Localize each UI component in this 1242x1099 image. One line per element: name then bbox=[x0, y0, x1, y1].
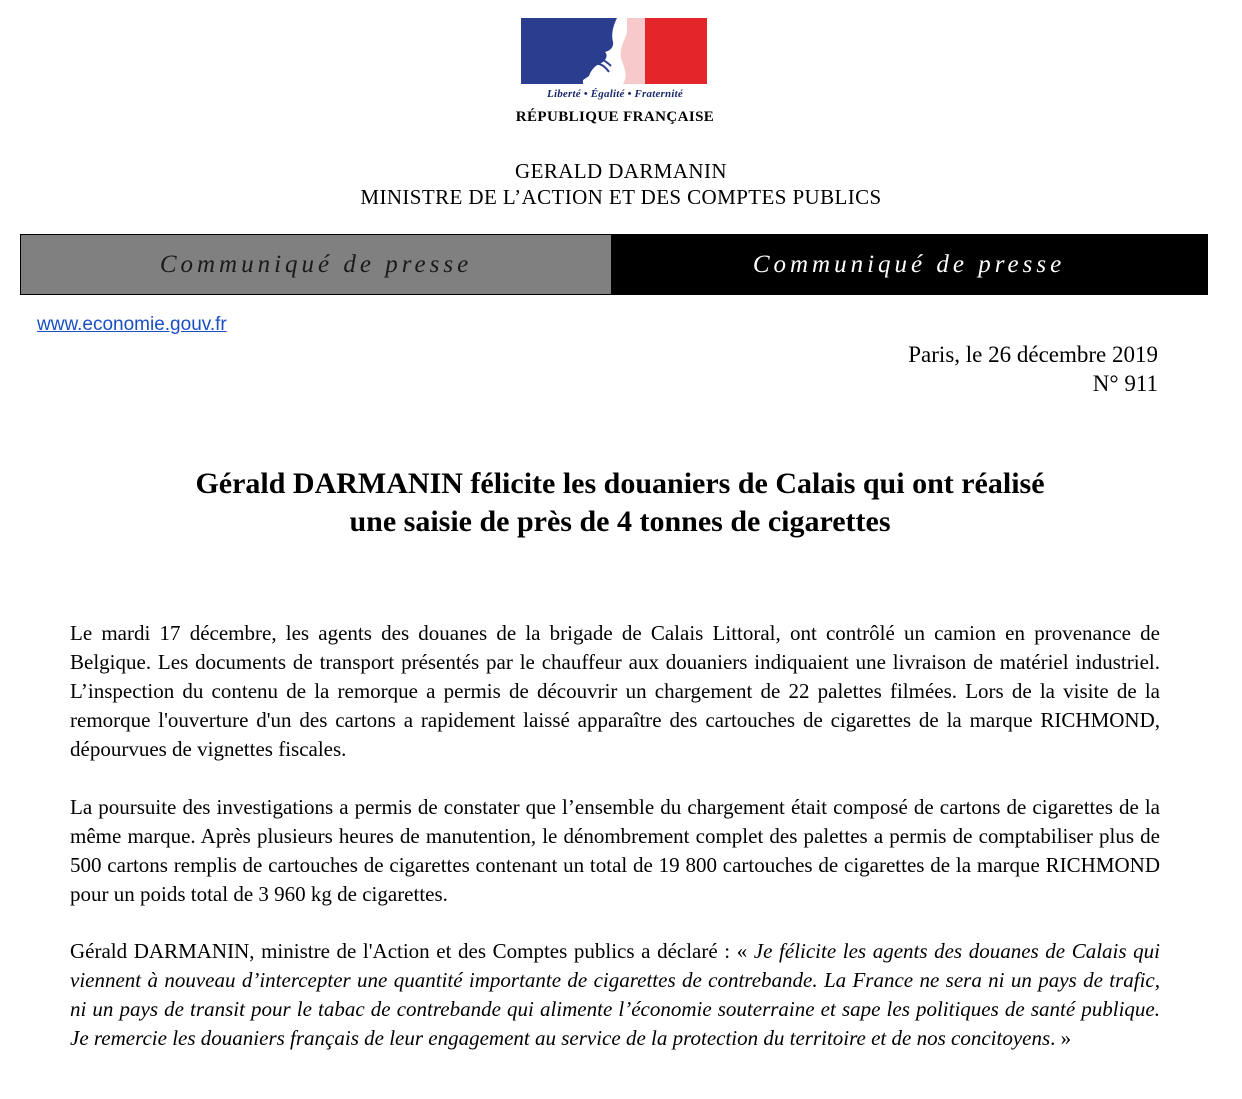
minister-title: MINISTRE DE L’ACTION ET DES COMPTES PUBLICS bbox=[360, 185, 882, 209]
body-paragraph-1: Le mardi 17 décembre, les agents des douanes de la brigade de Calais Littoral, ont contrôlé un camion en provenance de Belgique. Les documents de transport présentés par le chauffeur aux douaniers indiquaient une livraison de matériel industriel. L’inspection du contenu de la remorque a permis de découvrir un chargement de 22 palettes filmées. Lors de la visite de la remorque l'ouverture d'un des cartons a rapidement laissé apparaître des cartouches de cigarettes de la marque RICHMOND, dépourvues de vignettes fiscales. bbox=[70, 621, 1160, 761]
headline-line-1: Gérald DARMANIN félicite les douaniers de Calais qui ont réalisé bbox=[195, 467, 1045, 500]
logo-republique-francaise: RÉPUBLIQUE FRANÇAISE bbox=[515, 109, 715, 125]
headline-line-2: une saisie de près de 4 tonnes de cigarettes bbox=[349, 505, 891, 538]
statement-intro: Gérald DARMANIN, ministre de l'Action et des Comptes publics a déclaré : « bbox=[70, 939, 754, 963]
minister-name: GERALD DARMANIN bbox=[515, 159, 727, 183]
banner-right-label: Communiqué de presse bbox=[611, 235, 1207, 294]
body-paragraph-3 bbox=[70, 937, 1160, 1053]
marianne-profile-icon bbox=[583, 18, 645, 84]
quote-close: . » bbox=[1050, 1026, 1072, 1050]
communique-banner bbox=[20, 234, 1208, 295]
press-release-date: Paris, le 26 décembre 2019 bbox=[908, 342, 1158, 367]
body-paragraph-2: La poursuite des investigations a permis de constater que l’ensemble du chargement était composé de cartons de cigarettes de la même marque. Après plusieurs heures de manutention, le dénombrement complet des palettes a permis de comptabiliser plus de 500 cartons remplis de cartouches de cigarettes contenant un total de 19 800 cartouches de cigarettes de la marque RICHMOND pour un poids total de 3 960 kg de cigarettes. bbox=[70, 795, 1160, 906]
marianne-flag-emblem bbox=[521, 18, 707, 84]
flag-blue-band bbox=[521, 18, 583, 84]
economie-website-link[interactable]: www.economie.gouv.fr bbox=[37, 314, 227, 335]
banner-left-label: Communiqué de presse bbox=[21, 235, 611, 294]
press-release-number: N° 911 bbox=[1092, 371, 1158, 396]
flag-red-band bbox=[645, 18, 707, 84]
minister-quote: Je félicite les agents des douanes de Calais qui viennent à nouveau d’intercepter une quantité importante de cigarettes de contrebande. La France ne sera ni un pays de trafic, ni un pays de transit pour le tabac de contrebande qui alimente l’économie souterraine et sape les politiques de santé publique. Je remercie les douaniers français de leur engagement au service de la protection du territoire et de nos concitoyens bbox=[70, 939, 1160, 1050]
republique-francaise-logo bbox=[515, 18, 715, 130]
logo-motto: Liberté • Égalité • Fraternité bbox=[547, 88, 683, 100]
dateline bbox=[908, 340, 1158, 398]
flag-white-band bbox=[583, 18, 645, 84]
headline bbox=[40, 465, 1200, 541]
minister-header bbox=[0, 158, 1242, 210]
